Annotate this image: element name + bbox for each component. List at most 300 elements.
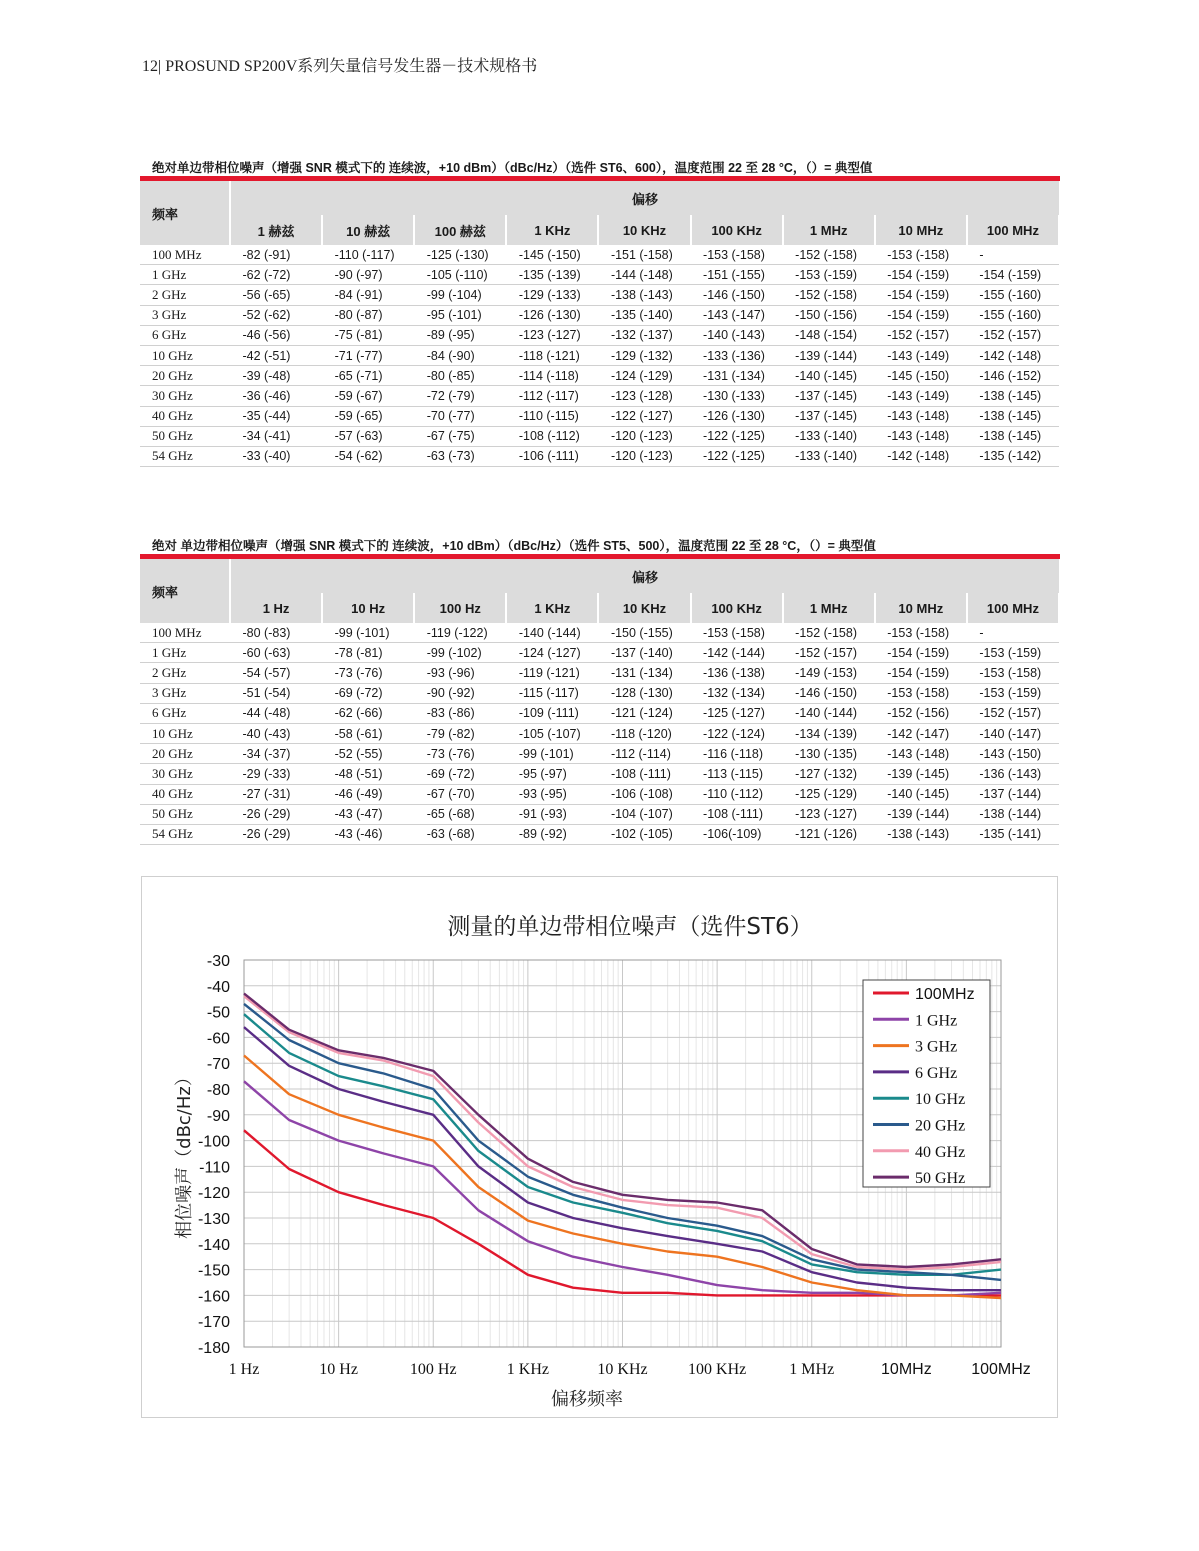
table-cell: -143 (-149) bbox=[875, 386, 967, 406]
table-cell: -120 (-123) bbox=[598, 426, 690, 446]
table-cell: -135 (-141) bbox=[967, 824, 1059, 844]
table-cell: -136 (-143) bbox=[967, 764, 1059, 784]
table-cell: -102 (-105) bbox=[598, 824, 690, 844]
table-cell: -67 (-75) bbox=[414, 426, 506, 446]
table-cell: -145 (-150) bbox=[875, 366, 967, 386]
table-cell: -118 (-121) bbox=[506, 345, 598, 365]
table-cell: -36 (-46) bbox=[230, 386, 322, 406]
x-tick-label: 100MHz bbox=[971, 1361, 1031, 1378]
row-frequency: 1 GHz bbox=[140, 643, 230, 663]
table-cell: -29 (-33) bbox=[230, 764, 322, 784]
y-tick-label: -120 bbox=[197, 1185, 230, 1203]
table-cell: -122 (-125) bbox=[691, 446, 783, 466]
table-cell: -44 (-48) bbox=[230, 703, 322, 723]
table-cell: -39 (-48) bbox=[230, 366, 322, 386]
table-cell: -153 (-158) bbox=[875, 623, 967, 643]
table-cell: -121 (-124) bbox=[598, 703, 690, 723]
row-frequency: 54 GHz bbox=[140, 824, 230, 844]
table-cell: -129 (-132) bbox=[598, 345, 690, 365]
table-cell: -93 (-95) bbox=[506, 784, 598, 804]
table-cell: -153 (-159) bbox=[967, 683, 1059, 703]
table-cell: -126 (-130) bbox=[691, 406, 783, 426]
table-cell: -52 (-55) bbox=[322, 744, 414, 764]
table-row bbox=[140, 623, 1059, 643]
y-tick-label: -100 bbox=[197, 1133, 230, 1151]
table-cell: -93 (-96) bbox=[414, 663, 506, 683]
table-cell: -59 (-67) bbox=[322, 386, 414, 406]
table-cell: -143 (-148) bbox=[875, 406, 967, 426]
column-header: 1 赫兹 bbox=[230, 215, 322, 245]
table-cell: -152 (-157) bbox=[875, 325, 967, 345]
spec-table-st5-block bbox=[140, 538, 1060, 845]
page-header: 12| PROSUND SP200V系列矢量信号发生器－技术规格书 bbox=[142, 58, 538, 75]
table-cell: -153 (-159) bbox=[783, 265, 875, 285]
table-cell: -138 (-144) bbox=[967, 804, 1059, 824]
table-cell: -118 (-120) bbox=[598, 723, 690, 743]
table-cell: -137 (-145) bbox=[783, 386, 875, 406]
table-cell: -34 (-37) bbox=[230, 744, 322, 764]
column-header: 10 赫兹 bbox=[322, 215, 414, 245]
table-cell: -105 (-110) bbox=[414, 265, 506, 285]
table-cell: -62 (-72) bbox=[230, 265, 322, 285]
table-cell: -152 (-157) bbox=[783, 643, 875, 663]
row-frequency: 20 GHz bbox=[140, 366, 230, 386]
table-cell: -140 (-145) bbox=[875, 784, 967, 804]
table-cell: -46 (-49) bbox=[322, 784, 414, 804]
table-cell: -84 (-91) bbox=[322, 285, 414, 305]
table-cell: -143 (-149) bbox=[875, 345, 967, 365]
row-frequency: 30 GHz bbox=[140, 386, 230, 406]
table-cell: -144 (-148) bbox=[598, 265, 690, 285]
table-row bbox=[140, 723, 1059, 743]
table-cell: -154 (-159) bbox=[967, 265, 1059, 285]
table-cell: -69 (-72) bbox=[322, 683, 414, 703]
row-frequency: 3 GHz bbox=[140, 305, 230, 325]
table-cell: -70 (-77) bbox=[414, 406, 506, 426]
table-cell: -123 (-127) bbox=[506, 325, 598, 345]
table-cell: -139 (-144) bbox=[783, 345, 875, 365]
table-cell: -124 (-129) bbox=[598, 366, 690, 386]
table-cell: -138 (-145) bbox=[967, 386, 1059, 406]
table-cell: -143 (-148) bbox=[875, 426, 967, 446]
table-cell: -154 (-159) bbox=[875, 305, 967, 325]
table-cell: -33 (-40) bbox=[230, 446, 322, 466]
column-header: 100 赫兹 bbox=[414, 215, 506, 245]
table-row bbox=[140, 703, 1059, 723]
table-cell: -75 (-81) bbox=[322, 325, 414, 345]
table-cell: -152 (-156) bbox=[875, 703, 967, 723]
x-axis-label: 偏移频率 bbox=[551, 1389, 623, 1410]
table-cell: -132 (-137) bbox=[598, 325, 690, 345]
row-frequency: 50 GHz bbox=[140, 804, 230, 824]
table-cell: -99 (-102) bbox=[414, 643, 506, 663]
table-cell: -62 (-66) bbox=[322, 703, 414, 723]
column-header: 1 MHz bbox=[783, 593, 875, 623]
table-cell: -65 (-71) bbox=[322, 366, 414, 386]
table-cell: -43 (-46) bbox=[322, 824, 414, 844]
table-cell: -135 (-140) bbox=[598, 305, 690, 325]
table-row bbox=[140, 305, 1059, 325]
table-cell: -138 (-143) bbox=[875, 824, 967, 844]
y-tick-label: -140 bbox=[197, 1236, 230, 1254]
y-tick-label: -90 bbox=[206, 1107, 230, 1125]
table-cell: -137 (-144) bbox=[967, 784, 1059, 804]
table-cell: -149 (-153) bbox=[783, 663, 875, 683]
table-cell: -27 (-31) bbox=[230, 784, 322, 804]
table-cell: -95 (-97) bbox=[506, 764, 598, 784]
table-cell: -48 (-51) bbox=[322, 764, 414, 784]
table-cell: -146 (-152) bbox=[967, 366, 1059, 386]
table-row bbox=[140, 245, 1059, 265]
row-frequency: 40 GHz bbox=[140, 784, 230, 804]
table-cell: -89 (-95) bbox=[414, 325, 506, 345]
table-cell: -150 (-156) bbox=[783, 305, 875, 325]
table-cell: -143 (-147) bbox=[691, 305, 783, 325]
legend-label: 3 GHz bbox=[915, 1038, 958, 1056]
row-frequency: 6 GHz bbox=[140, 703, 230, 723]
row-frequency: 50 GHz bbox=[140, 426, 230, 446]
column-header: 10 MHz bbox=[875, 215, 967, 245]
table-cell: -122 (-125) bbox=[691, 426, 783, 446]
x-tick-label: 1 KHz bbox=[506, 1361, 549, 1378]
y-tick-label: -130 bbox=[197, 1211, 230, 1228]
table-cell: -99 (-104) bbox=[414, 285, 506, 305]
table-cell: -121 (-126) bbox=[783, 824, 875, 844]
table-cell: -152 (-157) bbox=[967, 325, 1059, 345]
table-cell: -113 (-115) bbox=[691, 764, 783, 784]
row-frequency: 40 GHz bbox=[140, 406, 230, 426]
y-tick-label: -30 bbox=[206, 953, 230, 970]
table-cell: -80 (-85) bbox=[414, 366, 506, 386]
table-cell: -127 (-132) bbox=[783, 764, 875, 784]
table-cell: - bbox=[967, 623, 1059, 643]
table-row bbox=[140, 366, 1059, 386]
table-cell: -84 (-90) bbox=[414, 345, 506, 365]
freq-header: 频率 bbox=[140, 559, 230, 623]
table-cell: -110 (-117) bbox=[322, 245, 414, 265]
spec-table bbox=[140, 181, 1060, 467]
table-row bbox=[140, 683, 1059, 703]
table-cell: -90 (-97) bbox=[322, 265, 414, 285]
table-row bbox=[140, 285, 1059, 305]
table-cell: -142 (-148) bbox=[967, 345, 1059, 365]
table-cell: -142 (-147) bbox=[875, 723, 967, 743]
table-cell: -139 (-144) bbox=[875, 804, 967, 824]
table-cell: -143 (-150) bbox=[967, 744, 1059, 764]
table-cell: -132 (-134) bbox=[691, 683, 783, 703]
table-cell: -80 (-87) bbox=[322, 305, 414, 325]
table-cell: -139 (-145) bbox=[875, 764, 967, 784]
table-cell: -42 (-51) bbox=[230, 345, 322, 365]
table-cell: -135 (-139) bbox=[506, 265, 598, 285]
y-tick-label: -170 bbox=[197, 1314, 230, 1332]
table-cell: -140 (-144) bbox=[506, 623, 598, 643]
table-row bbox=[140, 406, 1059, 426]
table-cell: -152 (-158) bbox=[783, 245, 875, 265]
phase-noise-chart bbox=[141, 876, 1058, 1418]
table-cell: -130 (-135) bbox=[783, 744, 875, 764]
table-cell: -58 (-61) bbox=[322, 723, 414, 743]
column-header: 1 Hz bbox=[230, 593, 322, 623]
legend-label: 20 GHz bbox=[915, 1117, 966, 1135]
legend-label: 50 GHz bbox=[915, 1170, 966, 1188]
table-row bbox=[140, 446, 1059, 466]
table-cell: -131 (-134) bbox=[691, 366, 783, 386]
row-frequency: 54 GHz bbox=[140, 446, 230, 466]
table-cell: -57 (-63) bbox=[322, 426, 414, 446]
table-cell: -140 (-145) bbox=[783, 366, 875, 386]
table-cell: -154 (-159) bbox=[875, 265, 967, 285]
row-frequency: 10 GHz bbox=[140, 345, 230, 365]
row-frequency: 100 MHz bbox=[140, 245, 230, 265]
y-axis-label: 相位噪声（dBc/Hz） bbox=[174, 1068, 195, 1239]
table-cell: -91 (-93) bbox=[506, 804, 598, 824]
table-cell: -135 (-142) bbox=[967, 446, 1059, 466]
table-cell: -133 (-140) bbox=[783, 426, 875, 446]
table-cell: -138 (-145) bbox=[967, 426, 1059, 446]
column-header: 100 MHz bbox=[967, 593, 1059, 623]
row-frequency: 1 GHz bbox=[140, 265, 230, 285]
row-frequency: 2 GHz bbox=[140, 285, 230, 305]
table-cell: -34 (-41) bbox=[230, 426, 322, 446]
spec-table bbox=[140, 559, 1060, 845]
row-frequency: 30 GHz bbox=[140, 764, 230, 784]
y-tick-label: -40 bbox=[206, 978, 230, 996]
table-cell: -153 (-159) bbox=[967, 643, 1059, 663]
legend-label: 40 GHz bbox=[915, 1143, 966, 1161]
table-cell: -112 (-114) bbox=[598, 744, 690, 764]
table-cell: -78 (-81) bbox=[322, 643, 414, 663]
y-tick-label: -70 bbox=[206, 1056, 230, 1074]
chart-svg bbox=[142, 877, 1057, 1417]
table-cell: -73 (-76) bbox=[414, 744, 506, 764]
table-cell: -26 (-29) bbox=[230, 824, 322, 844]
column-header: 10 Hz bbox=[322, 593, 414, 623]
table-cell: -105 (-107) bbox=[506, 723, 598, 743]
row-frequency: 3 GHz bbox=[140, 683, 230, 703]
column-header: 100 KHz bbox=[691, 593, 783, 623]
table-cell: -109 (-111) bbox=[506, 703, 598, 723]
table-cell: -110 (-112) bbox=[691, 784, 783, 804]
table-cell: -83 (-86) bbox=[414, 703, 506, 723]
table-row bbox=[140, 426, 1059, 446]
table-cell: -112 (-117) bbox=[506, 386, 598, 406]
table-cell: -46 (-56) bbox=[230, 325, 322, 345]
table-cell: -71 (-77) bbox=[322, 345, 414, 365]
table-row bbox=[140, 744, 1059, 764]
x-tick-label: 1 MHz bbox=[789, 1361, 835, 1378]
column-header: 1 MHz bbox=[783, 215, 875, 245]
table-cell: -99 (-101) bbox=[322, 623, 414, 643]
table-cell: -153 (-158) bbox=[967, 663, 1059, 683]
table-cell: -140 (-144) bbox=[783, 703, 875, 723]
table-cell: -154 (-159) bbox=[875, 663, 967, 683]
offset-header: 偏移 bbox=[230, 181, 1059, 215]
table-cell: -114 (-118) bbox=[506, 366, 598, 386]
table-row bbox=[140, 386, 1059, 406]
table-cell: -108 (-111) bbox=[598, 764, 690, 784]
table-cell: -155 (-160) bbox=[967, 305, 1059, 325]
table-cell: -130 (-133) bbox=[691, 386, 783, 406]
x-tick-label: 10 Hz bbox=[319, 1361, 358, 1378]
table-cell: -153 (-158) bbox=[875, 245, 967, 265]
column-header: 10 KHz bbox=[598, 593, 690, 623]
table-cell: -54 (-62) bbox=[322, 446, 414, 466]
table-cell: -124 (-127) bbox=[506, 643, 598, 663]
table-cell: -151 (-155) bbox=[691, 265, 783, 285]
spec-table-st6-block bbox=[140, 160, 1060, 467]
table-cell: -146 (-150) bbox=[691, 285, 783, 305]
table-cell: -82 (-91) bbox=[230, 245, 322, 265]
table-cell: -99 (-101) bbox=[506, 744, 598, 764]
legend-label: 10 GHz bbox=[915, 1091, 966, 1109]
table-cell: -134 (-139) bbox=[783, 723, 875, 743]
y-tick-label: -50 bbox=[206, 1004, 230, 1022]
table-cell: -43 (-47) bbox=[322, 804, 414, 824]
column-header: 100 KHz bbox=[691, 215, 783, 245]
table-cell: -119 (-122) bbox=[414, 623, 506, 643]
freq-header: 频率 bbox=[140, 181, 230, 245]
table-cell: -116 (-118) bbox=[691, 744, 783, 764]
table-cell: -90 (-92) bbox=[414, 683, 506, 703]
x-tick-label: 100 Hz bbox=[409, 1361, 457, 1378]
table-cell: -128 (-130) bbox=[598, 683, 690, 703]
column-header: 1 KHz bbox=[506, 215, 598, 245]
table-row bbox=[140, 784, 1059, 804]
table-cell: -65 (-68) bbox=[414, 804, 506, 824]
y-tick-label: -160 bbox=[197, 1288, 230, 1306]
table-cell: -106(-109) bbox=[691, 824, 783, 844]
table-cell: -151 (-158) bbox=[598, 245, 690, 265]
y-tick-label: -80 bbox=[206, 1082, 230, 1099]
x-tick-label: 100 KHz bbox=[688, 1361, 747, 1378]
table-cell: -154 (-159) bbox=[875, 643, 967, 663]
table-cell: -106 (-111) bbox=[506, 446, 598, 466]
table-cell: -142 (-148) bbox=[875, 446, 967, 466]
table-cell: -155 (-160) bbox=[967, 285, 1059, 305]
table-cell: -120 (-123) bbox=[598, 446, 690, 466]
table-cell: -145 (-150) bbox=[506, 245, 598, 265]
table-cell: -140 (-143) bbox=[691, 325, 783, 345]
table-cell: -123 (-127) bbox=[783, 804, 875, 824]
table-cell: -125 (-130) bbox=[414, 245, 506, 265]
table-cell: -63 (-73) bbox=[414, 446, 506, 466]
offset-header: 偏移 bbox=[230, 559, 1059, 593]
y-tick-label: -60 bbox=[206, 1030, 230, 1048]
table-cell: -95 (-101) bbox=[414, 305, 506, 325]
table-cell: -154 (-159) bbox=[875, 285, 967, 305]
table-caption: 绝对单边带相位噪声（增强 SNR 模式下的 连续波，+10 dBm）（dBc/Hz）（选件 ST6、600），温度范围 22 至 28 °C，（）= 典型值 bbox=[152, 161, 873, 175]
table-cell: -56 (-65) bbox=[230, 285, 322, 305]
table-cell: -122 (-124) bbox=[691, 723, 783, 743]
table-cell: -129 (-133) bbox=[506, 285, 598, 305]
table-cell: -153 (-158) bbox=[691, 245, 783, 265]
table-cell: -108 (-112) bbox=[506, 426, 598, 446]
legend-label: 6 GHz bbox=[915, 1064, 958, 1082]
legend-label: 100MHz bbox=[915, 986, 975, 1003]
table-row bbox=[140, 804, 1059, 824]
column-header: 100 Hz bbox=[414, 593, 506, 623]
table-cell: -40 (-43) bbox=[230, 723, 322, 743]
table-cell: -69 (-72) bbox=[414, 764, 506, 784]
table-row bbox=[140, 663, 1059, 683]
table-cell: -54 (-57) bbox=[230, 663, 322, 683]
table-cell: -59 (-65) bbox=[322, 406, 414, 426]
table-cell: -140 (-147) bbox=[967, 723, 1059, 743]
table-caption: 绝对 单边带相位噪声（增强 SNR 模式下的 连续波，+10 dBm）（dBc/Hz）（选件 ST5、500），温度范围 22 至 28 °C，（）= 典型值 bbox=[152, 539, 876, 553]
table-cell: -115 (-117) bbox=[506, 683, 598, 703]
table-cell: -148 (-154) bbox=[783, 325, 875, 345]
table-row bbox=[140, 345, 1059, 365]
table-cell: -89 (-92) bbox=[506, 824, 598, 844]
table-cell: -35 (-44) bbox=[230, 406, 322, 426]
table-cell: -125 (-127) bbox=[691, 703, 783, 723]
x-tick-label: 10 KHz bbox=[597, 1361, 648, 1378]
table-cell: -136 (-138) bbox=[691, 663, 783, 683]
table-cell: -80 (-83) bbox=[230, 623, 322, 643]
legend-label: 1 GHz bbox=[915, 1012, 958, 1030]
y-tick-label: -110 bbox=[199, 1159, 230, 1177]
table-cell: -52 (-62) bbox=[230, 305, 322, 325]
table-cell: -122 (-127) bbox=[598, 406, 690, 426]
table-cell: -26 (-29) bbox=[230, 804, 322, 824]
row-frequency: 100 MHz bbox=[140, 623, 230, 643]
table-cell: -110 (-115) bbox=[506, 406, 598, 426]
table-cell: -146 (-150) bbox=[783, 683, 875, 703]
row-frequency: 6 GHz bbox=[140, 325, 230, 345]
table-cell: -152 (-157) bbox=[967, 703, 1059, 723]
table-cell: -106 (-108) bbox=[598, 784, 690, 804]
table-cell: -63 (-68) bbox=[414, 824, 506, 844]
table-cell: -138 (-145) bbox=[967, 406, 1059, 426]
table-row bbox=[140, 764, 1059, 784]
chart-title: 测量的单边带相位噪声（选件ST6） bbox=[447, 914, 813, 940]
column-header: 100 MHz bbox=[967, 215, 1059, 245]
table-cell: -142 (-144) bbox=[691, 643, 783, 663]
table-cell: -79 (-82) bbox=[414, 723, 506, 743]
table-cell: -73 (-76) bbox=[322, 663, 414, 683]
table-row bbox=[140, 643, 1059, 663]
table-cell: -153 (-158) bbox=[691, 623, 783, 643]
table-cell: -131 (-134) bbox=[598, 663, 690, 683]
table-cell: -108 (-111) bbox=[691, 804, 783, 824]
table-cell: -126 (-130) bbox=[506, 305, 598, 325]
table-row bbox=[140, 325, 1059, 345]
table-cell: -119 (-121) bbox=[506, 663, 598, 683]
table-cell: -153 (-158) bbox=[875, 683, 967, 703]
table-cell: -51 (-54) bbox=[230, 683, 322, 703]
y-tick-label: -180 bbox=[197, 1340, 230, 1357]
row-frequency: 10 GHz bbox=[140, 723, 230, 743]
table-cell: -152 (-158) bbox=[783, 623, 875, 643]
table-cell: -104 (-107) bbox=[598, 804, 690, 824]
column-header: 10 KHz bbox=[598, 215, 690, 245]
table-cell: -72 (-79) bbox=[414, 386, 506, 406]
table-cell: - bbox=[967, 245, 1059, 265]
table-cell: -125 (-129) bbox=[783, 784, 875, 804]
row-frequency: 20 GHz bbox=[140, 744, 230, 764]
column-header: 1 KHz bbox=[506, 593, 598, 623]
column-header: 10 MHz bbox=[875, 593, 967, 623]
table-cell: -150 (-155) bbox=[598, 623, 690, 643]
table-cell: -138 (-143) bbox=[598, 285, 690, 305]
table-cell: -133 (-140) bbox=[783, 446, 875, 466]
table-cell: -152 (-158) bbox=[783, 285, 875, 305]
x-tick-label: 1 Hz bbox=[228, 1361, 260, 1378]
x-tick-label: 10MHz bbox=[881, 1361, 932, 1378]
table-row bbox=[140, 265, 1059, 285]
table-cell: -137 (-140) bbox=[598, 643, 690, 663]
